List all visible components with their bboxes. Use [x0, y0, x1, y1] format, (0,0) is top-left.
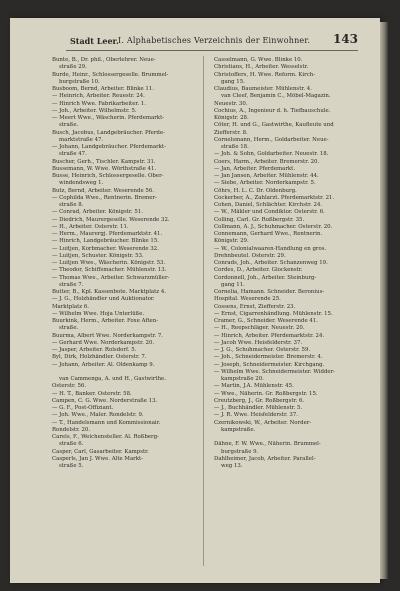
- directory-entry: — Gerhard Wwe. Norderkampstr. 20.: [52, 339, 155, 346]
- directory-entry: Casperls, Jan J. Wwe. Alte Markt-: [52, 455, 143, 462]
- directory-entry: gang 15.: [221, 78, 245, 85]
- page-number: 143: [332, 32, 358, 46]
- directory-entry: straße 18.: [221, 144, 249, 150]
- page-header: [58, 34, 358, 50]
- directory-entry: straße 5.: [59, 463, 84, 469]
- directory-entry: Dähne, F. W. Wwe., Näherin. Brummel-: [214, 441, 321, 448]
- directory-entry: — Cophilda Wwe., Rentnerin. Bremer-: [52, 194, 157, 201]
- directory-entry: — Joh. Wwe., Maler. Rondelstr. 9.: [52, 412, 144, 419]
- directory-entry: van Cleef, Benjamin C., Möbel-Magazin.: [221, 93, 331, 100]
- directory-entry: Buurkink, Herm., Arbeiter. Foxe Aften-: [52, 318, 159, 324]
- header-title: I. Alphabetisches Verzeichnis der Einwohner.: [118, 36, 311, 45]
- directory-entry: — J., Buchhändler. Mühlenstr. 5.: [214, 405, 303, 411]
- directory-entry: straße 7.: [59, 281, 84, 288]
- directory-entry: gang 11.: [221, 281, 245, 288]
- directory-entry: Casper, Carl, Gasarbeiter. Kampstr.: [52, 448, 149, 455]
- directory-entry: straße 29.: [59, 64, 87, 71]
- left-column: [52, 57, 192, 567]
- directory-entry: Königstr. 29.: [214, 238, 249, 245]
- directory-entry: Casselmann, G. Wwe. Blinke 10.: [214, 57, 303, 63]
- header-city: Stadt Leer.: [70, 36, 119, 46]
- directory-entry: straße 47.: [59, 151, 87, 158]
- directory-entry: burgstraße 10.: [59, 78, 100, 85]
- directory-entry: Creutzberg, J., Gr. Roßbergstr. 6.: [214, 397, 305, 404]
- directory-entry: [52, 369, 192, 376]
- directory-entry: Campen, C. G. Wwe. Norderstraße 13.: [52, 397, 158, 404]
- directory-entry: straße 8.: [59, 202, 84, 208]
- directory-entry: Drehnbeutel. Osterstr. 29.: [214, 252, 286, 259]
- directory-entry: Burde, Heinr., Schlossergeselle. Brummel-: [52, 71, 169, 78]
- header-rule: [66, 50, 358, 51]
- directory-entry: Butz, Bernd, Arbeiter. Weserende 56.: [52, 187, 154, 194]
- directory-entry: — W., Mäkler und Condiktor. Osterstr. 6.: [214, 209, 325, 216]
- directory-entry: — Luitjen, Korbmacher. Weserende 32.: [52, 245, 159, 252]
- directory-entry: — Hinrich, Landgebräucher. Blinke 15.: [52, 238, 160, 245]
- right-column: [214, 57, 354, 567]
- directory-entry: — W., Colonialwaaren-Handlung en gros.: [214, 245, 327, 252]
- directory-entry: — G. F., Post-Offiziant.: [52, 405, 114, 411]
- directory-entry: — Wwe., Näherin. Gr. Roßbergstr. 15.: [214, 390, 318, 397]
- directory-entry: Buurma, Albert Wwe. Norderkampstr. 7.: [52, 332, 164, 339]
- directory-entry: — Ernst, Cigarrenhändlung. Mühlenstr. 15.: [214, 310, 333, 317]
- directory-entry: — J. R. Wwe. Heisfelderstr. 37.: [214, 412, 298, 419]
- directory-entry: Conrads, Joh., Arbeiter. Schanzenweg 19.: [214, 260, 328, 266]
- directory-entry: — Joh. & Sohn, Goldarbeiter. Neuestr. 18.: [214, 151, 329, 158]
- directory-entry: marktstraße 47.: [59, 136, 104, 143]
- directory-entry: straße.: [59, 122, 79, 129]
- directory-entry: Cordes, D., Arbeiter. Glockenstr.: [214, 267, 303, 274]
- directory-entry: kampstraße 20.: [221, 376, 264, 382]
- directory-entry: — H., Reepschläger. Neuestr. 20.: [214, 325, 305, 332]
- directory-entry: — Herm., Maurergj. Pferdemarktstr. 41.: [52, 231, 163, 237]
- directory-entry: Rondelstr. 20.: [52, 426, 91, 433]
- directory-entry: Bunte, B., Dr. phil., Oberlehrer. Neue-: [52, 57, 156, 63]
- directory-entry: — Joseph, Schneidermeister. Kirchgang.: [214, 361, 325, 368]
- directory-entry: — Wilhelm Wwe. Schneidermeister. Widder-: [214, 368, 335, 375]
- directory-entry: — Luitjen, Schuster. Königstr. 53.: [52, 252, 144, 259]
- directory-entry: — Jasper, Arbeiter. Rolsdorf. 5.: [52, 347, 137, 353]
- directory-entry: — Diedrich, Maurergeselle. Weserende 32.: [52, 216, 170, 223]
- directory-entry: — J. G., Schuhmacher. Osterstr. 59.: [214, 347, 311, 353]
- directory-entry: — Hinrich, Arbeiter. Pferdemarktstr. 24.: [214, 332, 325, 339]
- directory-entry: Cochius, A., Ingenieur d. h. Tiefbauschule.: [214, 107, 331, 114]
- directory-entry: — T., Handelsmann und Kommissionair.: [52, 419, 161, 426]
- directory-entry: Bussemann, W. Wwe. Wörthstraße 41.: [52, 165, 157, 172]
- directory-entry: — Meert Wwe., Wäscherin. Pferdemarkt-: [52, 115, 165, 121]
- directory-entry: straße.: [59, 325, 79, 332]
- directory-entry: Butter, B., Kpl. Kassenbote. Marktplatz 4.: [52, 289, 167, 295]
- directory-entry: Hospital. Weserende 25.: [214, 296, 281, 303]
- directory-entry: — Johann, Arbeiter. Al. Oldenkamp 9.: [52, 361, 155, 368]
- directory-entry: — H. T., Banker. Osterstr. 58.: [52, 390, 132, 397]
- directory-entry: Cramer, G., Schneider. Weserende 41.: [214, 318, 318, 324]
- directory-entry: — Hinrich Wwe. Fabrikarbeiter. 1.: [52, 100, 146, 107]
- directory-entry: — Jan, Arbeiter. Pferdemarkt.: [214, 165, 296, 172]
- directory-entry: van Cammenga, A. und H., Gastwirthe.: [59, 376, 166, 382]
- directory-entry: windendsweg 1.: [59, 180, 104, 187]
- directory-entry: Cöter, H. und G., Gastwirthe, Kaufleute und: [214, 122, 334, 129]
- directory-entry: [214, 434, 354, 441]
- directory-entry: Königstr. 28.: [214, 115, 249, 121]
- directory-entry: — Thomas Wwe., Arbeiter. Schwarzmüller-: [52, 274, 170, 281]
- directory-entry: Carels, F., Weichensteller. Al. Roßberg-: [52, 434, 159, 440]
- directory-entry: — J. G., Holzhändler und Auktionator.: [52, 296, 155, 303]
- directory-entry: kampstraße.: [221, 426, 256, 433]
- directory-entry: burgstraße 9.: [221, 448, 259, 455]
- directory-entry: — Luitjen Wwe., Wäscherin. Königstr. 53.: [52, 260, 166, 266]
- directory-entry: — Jan Jansen, Arbeiter. Mühlenstr. 44.: [214, 173, 319, 179]
- directory-entry: — Siebe, Arbeiter. Norderkampstr. 5.: [214, 180, 316, 187]
- directory-entry: Czernikowski, W., Arbeiter. Norder-: [214, 419, 312, 426]
- directory-entry: Neuestr. 30.: [214, 100, 248, 107]
- directory-entry: Cordonnell, Joh., Arbeiter. Steinburg-: [214, 274, 317, 281]
- directory-entry: — Johann, Landgebräucher. Pferdemarkt-: [52, 144, 166, 150]
- directory-entry: Busch, Jacobus, Landgebräucher. Pferde-: [52, 129, 165, 136]
- directory-entry: Cornelia, Hamann. Schneider. Beronius-: [214, 289, 325, 295]
- directory-entry: Byl, Dirk, Holzhändler. Osterstr. 7.: [52, 354, 147, 361]
- column-divider: [203, 56, 204, 566]
- directory-entry: Connemann, Gerhard Wwe., Rentnerin.: [214, 231, 323, 237]
- directory-entry: — Jacob Wwe. Heisfelderstr. 37.: [214, 339, 303, 346]
- directory-entry: Osterstr. 56.: [52, 383, 87, 390]
- directory-entry: Busse, Heinrich, Schlossergeselle. Ober-: [52, 173, 164, 179]
- directory-entry: — Conrad, Arbeiter. Königstr. 51.: [52, 209, 143, 216]
- directory-entry: — Theodor, Schiffsmacher. Mühlenstr. 13.: [52, 267, 167, 274]
- directory-entry: Buscher, Gerh., Tischler. Kampstr. 31.: [52, 158, 156, 165]
- directory-entry: — H., Arbeiter. Osterstr. 11.: [52, 223, 129, 230]
- directory-entry: Cornelsmann, Herm., Goldarbeiter. Neue-: [214, 136, 329, 143]
- directory-entry: — Martin, J.A. Mühlenstr. 45.: [214, 383, 294, 390]
- directory-entry: Coers, Harm., Arbeiter. Bremerstr. 20.: [214, 158, 320, 165]
- directory-entry: Christoffers, H. Wwe. Reform. Kirch-: [214, 71, 316, 78]
- directory-entry: Cossens, Ernst, Ziefferstr. 23.: [214, 303, 296, 310]
- directory-entry: Ziefferstr. 8.: [214, 129, 248, 136]
- directory-entry: Cockerber, A., Zahlarzt. Pferdemarktstr. 21.: [214, 194, 335, 201]
- directory-entry: Cohen, Daniel, Schlächter. Kirchstr. 24.: [214, 202, 323, 208]
- directory-entry: Collmann, A. J., Schuhmacher. Osterstr. 20.: [214, 223, 333, 230]
- directory-entry: Claudius, Baumeister. Mühlenstr. 4.: [214, 86, 312, 92]
- directory-entry: Christians, H., Arbeiter. Wesselstr.: [214, 64, 309, 71]
- directory-entry: — Joh., Arbeiter. Wilhelmstr. 5.: [52, 107, 137, 114]
- directory-entry: Marktplatz 6.: [52, 303, 89, 310]
- directory-entry: Dahlheimer, Jacob, Arbeiter. Parallel-: [214, 455, 316, 462]
- page-edge: [380, 22, 388, 579]
- directory-entry: Colling, Carl. Gr. Roßbergstr. 35.: [214, 216, 305, 223]
- directory-entry: — Heinrich, Arbeiter. Reuestr. 24.: [52, 93, 145, 100]
- directory-entry: Busboom, Bernd, Arbeiter. Blinke 11.: [52, 86, 154, 92]
- directory-entry: straße 6.: [59, 441, 84, 448]
- directory-entry: — Joh., Schneidermeister. Bremerstr. 4.: [214, 354, 323, 361]
- directory-entry: Cöhrs, H. L. C. Dr. Oldenburg.: [214, 187, 297, 194]
- directory-entry: weg 13.: [221, 463, 243, 469]
- directory-entry: — Wilhelm Wwe. Hoja Unterlüße.: [52, 310, 145, 317]
